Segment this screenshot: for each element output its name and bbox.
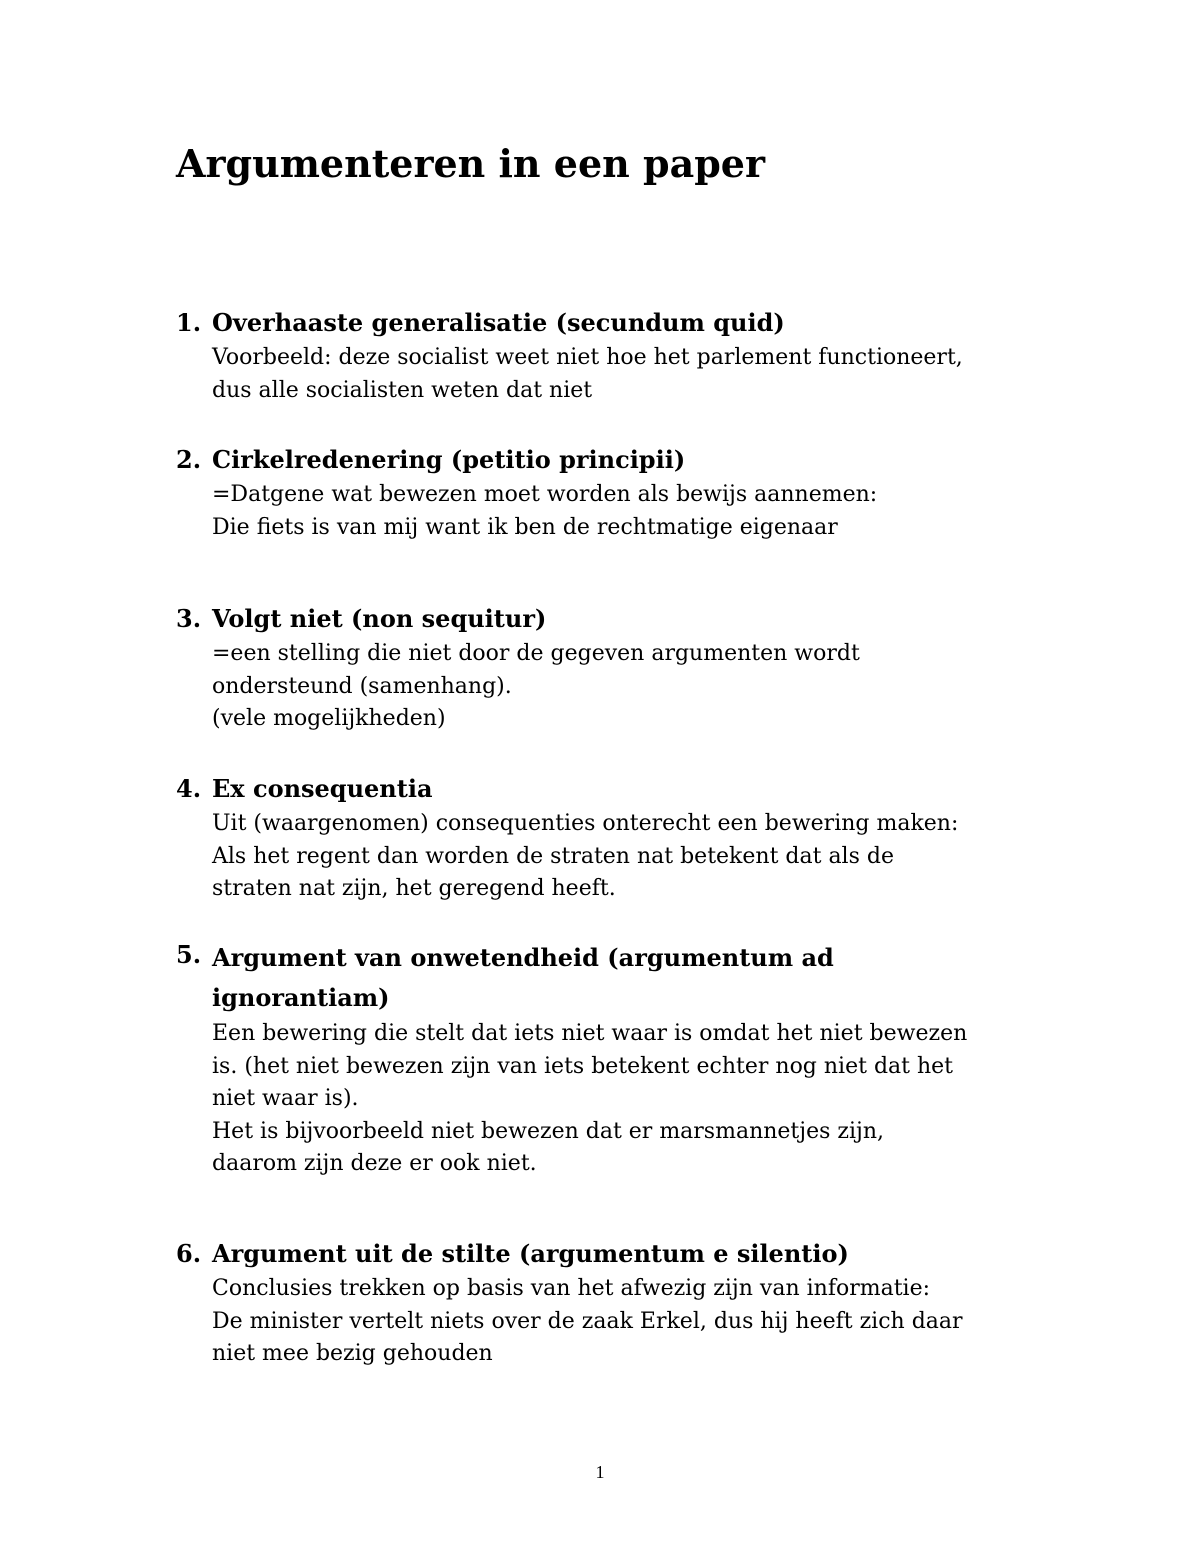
item-body-line: Het is bijvoorbeeld niet bewezen dat er marsmannetjes zijn, [212,1118,885,1144]
page-number: 1 [595,1462,605,1482]
item-body [212,638,1052,736]
item-body [212,808,1052,906]
item-heading: Cirkelredenering (petitio principii) [212,445,686,474]
item-body-line: straten nat zijn, het geregend heeft. [212,876,616,901]
item-body-line: Een bewering die stelt dat iets niet waar is omdat het niet bewezen [212,1021,968,1046]
item-number: 1. [176,308,202,337]
item-body-line: Conclusies trekken op basis van het afwezig zijn van informatie: [212,1276,931,1301]
item-number: 4. [176,774,202,803]
item-body-line: Die fiets is van mij want ik ben de rechtmatige eigenaar [212,514,838,540]
item-body-line: niet mee bezig gehouden [212,1341,493,1366]
item-heading: Ex consequentia [212,774,433,803]
item-heading: Overhaaste generalisatie (secundum quid) [212,308,785,337]
item-number: 2. [176,445,202,474]
item-number: 6. [176,1239,202,1268]
item-body-line: daarom zijn deze er ook niet. [212,1151,537,1176]
item-body-line: Als het regent dan worden de straten nat betekent dat als de [212,843,894,869]
item-body-line: De minister vertelt niets over de zaak Erkel, dus hij heeft zich daar [212,1308,963,1334]
page-title: Argumenteren in een paper [176,141,765,186]
item-body-line: =een stelling die niet door de gegeven argumenten wordt [212,641,860,666]
item-heading: Argument uit de stilte (argumentum e silentio) [212,1239,849,1268]
item-heading: Argument van onwetendheid (argumentum ad ignorantiam) [212,943,834,1012]
item-body-line: niet waar is). [212,1086,359,1111]
item-body-line: is. (het niet bewezen zijn van iets betekent echter nog niet dat het [212,1053,954,1079]
item-body-line: Uit (waargenomen) consequenties onterecht een bewering maken: [212,811,959,836]
item-number: 3. [176,604,202,633]
item-body-line: (vele mogelijkheden) [212,706,446,731]
item-body-line: ondersteund (samenhang). [212,673,512,699]
item-body [212,479,1052,544]
item-heading: Volgt niet (non sequitur) [212,604,547,633]
item-body-line: dus alle socialisten weten dat niet [212,377,593,403]
item-body [212,1018,1052,1181]
item-body [212,1273,1052,1371]
item-number: 5. [176,940,202,969]
item-body-line: =Datgene wat bewezen moet worden als bewijs aannemen: [212,482,878,507]
item-body-line: Voorbeeld: deze socialist weet niet hoe het parlement functioneert, [212,345,963,370]
item-body [212,342,1052,407]
